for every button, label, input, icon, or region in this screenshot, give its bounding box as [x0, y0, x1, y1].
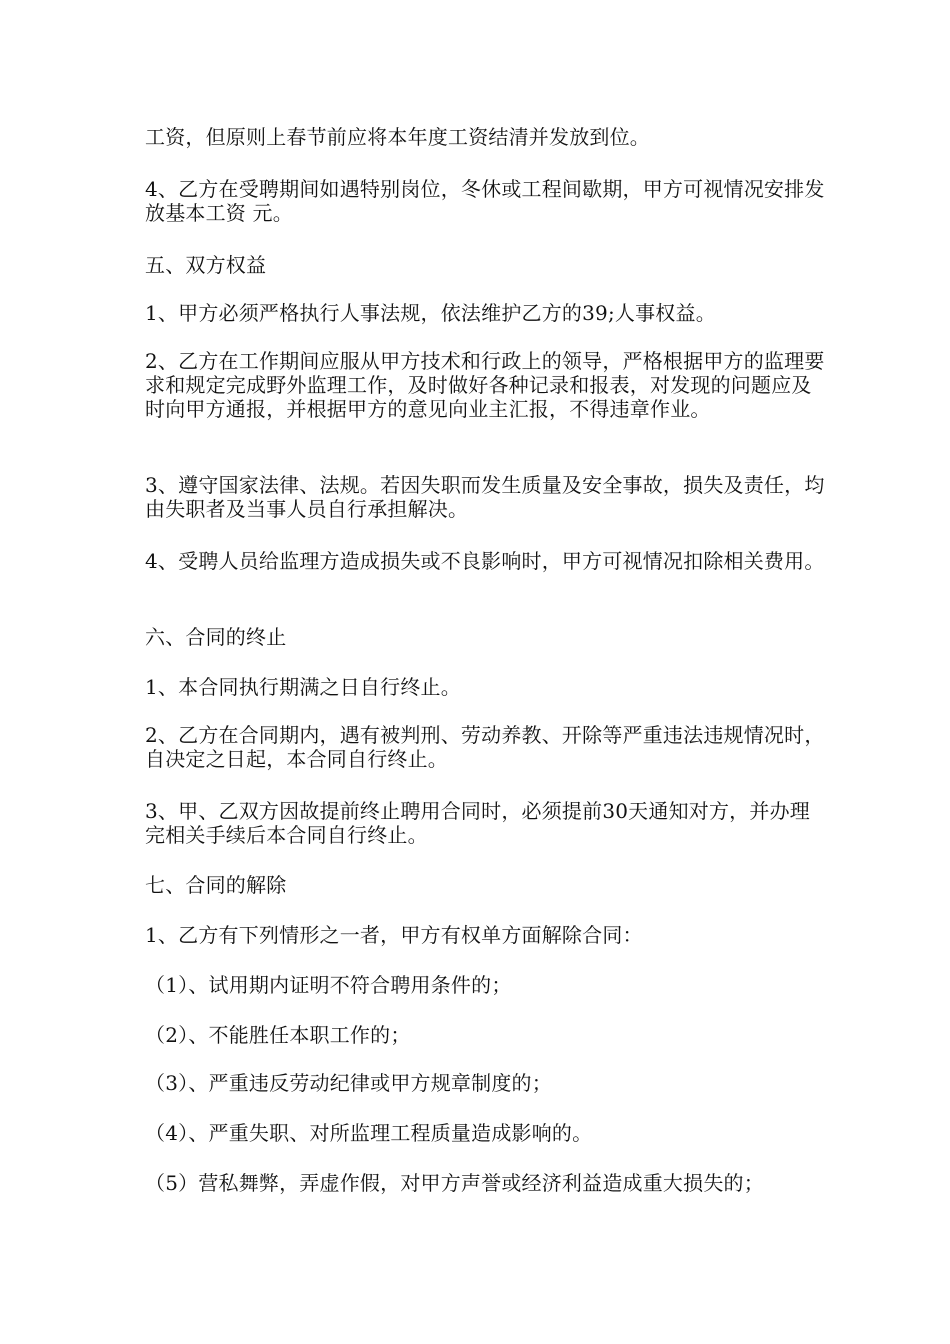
paragraph-rights-4: 4、受聘人员给监理方造成损失或不良影响时，甲方可视情况扣除相关费用。: [145, 549, 825, 573]
paragraph-dissolution-1: 1、乙方有下列情形之一者，甲方有权单方面解除合同：: [145, 923, 643, 947]
list-item-dissolution-3: （3）、严重违反劳动纪律或甲方规章制度的；: [145, 1071, 552, 1095]
paragraph-termination-1: 1、本合同执行期满之日自行终止。: [145, 675, 461, 699]
paragraph-rights-1: 1、甲方必须严格执行人事法规，依法维护乙方的39;人事权益。: [145, 301, 716, 325]
list-item-dissolution-2: （2）、不能胜任本职工作的；: [145, 1023, 411, 1047]
paragraph-termination-2: 2、乙方在合同期内，遇有被判刑、劳动养教、开除等严重违法违规情况时，自决定之日起，本合同自行终止。: [145, 723, 825, 771]
paragraph-basic-wage: 4、乙方在受聘期间如遇特别岗位，冬休或工程间歇期，甲方可视情况安排发放基本工资 元。: [145, 177, 825, 225]
section-heading-rights: 五、双方权益: [145, 253, 267, 277]
section-heading-dissolution: 七、合同的解除: [145, 873, 287, 897]
list-item-dissolution-5: （5）营私舞弊，弄虚作假，对甲方声誉或经济利益造成重大损失的；: [145, 1171, 764, 1195]
paragraph-rights-2: 2、乙方在工作期间应服从甲方技术和行政上的领导，严格根据甲方的监理要求和规定完成野外监理工作，及时做好各种记录和报表，对发现的问题应及时向甲方通报，并根据甲方的意见向业主汇报，不得违章作业。: [145, 349, 825, 421]
paragraph-rights-3: 3、遵守国家法律、法规。若因失职而发生质量及安全事故，损失及责任，均由失职者及当事人员自行承担解决。: [145, 473, 825, 521]
list-item-dissolution-1: （1）、试用期内证明不符合聘用条件的；: [145, 973, 512, 997]
paragraph-termination-3: 3、甲、乙双方因故提前终止聘用合同时，必须提前30天通知对方，并办理完相关手续后本合同自行终止。: [145, 799, 810, 847]
section-heading-termination: 六、合同的终止: [145, 625, 287, 649]
list-item-dissolution-4: （4）、严重失职、对所监理工程质量造成影响的。: [145, 1121, 593, 1145]
paragraph-wage-settlement: 工资，但原则上春节前应将本年度工资结清并发放到位。: [145, 125, 650, 149]
